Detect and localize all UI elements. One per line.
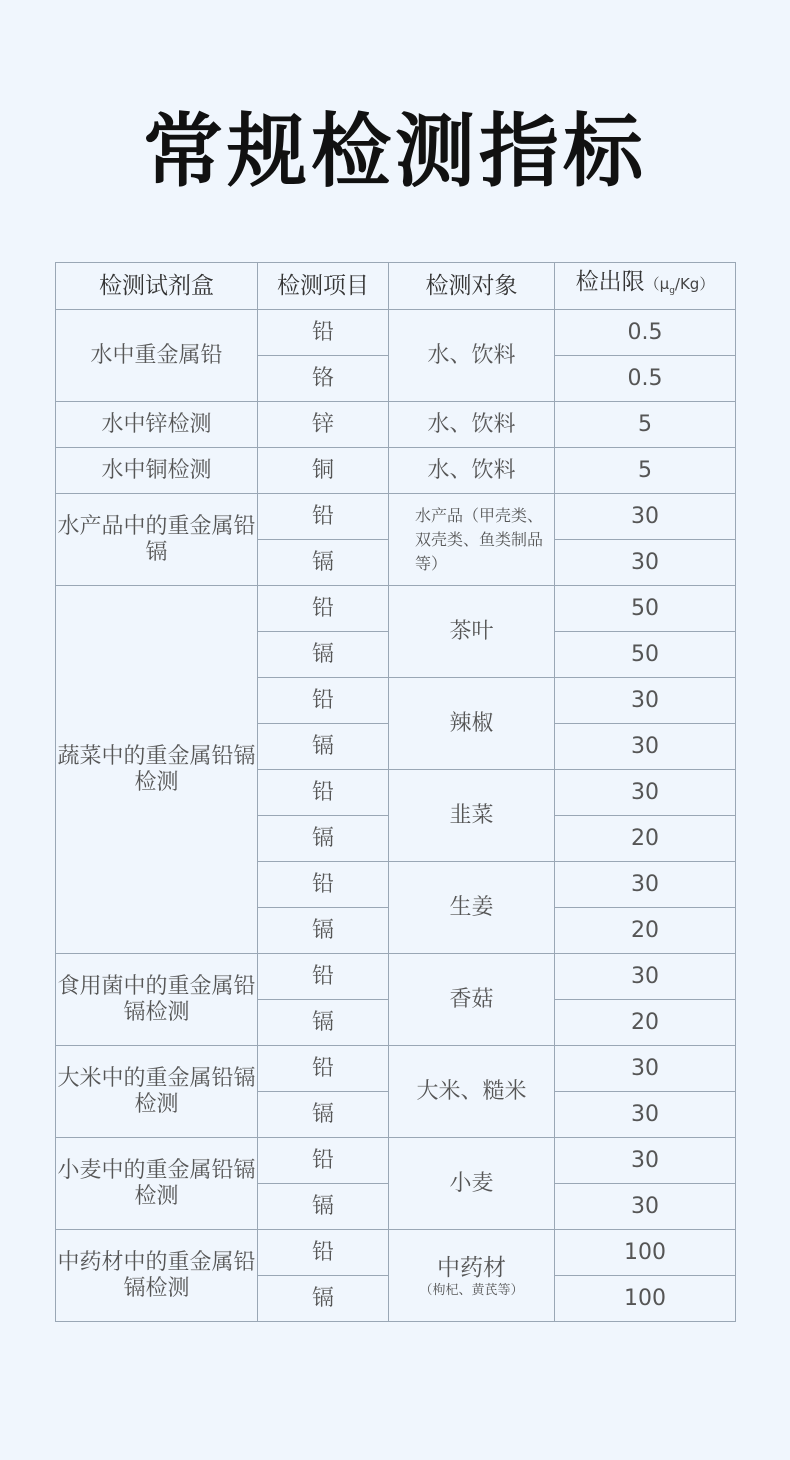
item-cell: 铅: [258, 770, 389, 816]
kit-cell: 食用菌中的重金属铅镉检测: [56, 954, 258, 1046]
item-cell: 镉: [258, 540, 389, 586]
item-cell: 镉: [258, 1184, 389, 1230]
table-row: [56, 586, 736, 632]
header-limit-label: 检出限: [575, 268, 645, 295]
object-text: 水产品（甲壳类、双壳类、鱼类制品等）: [415, 505, 544, 573]
kit-cell: 水产品中的重金属铅镉: [56, 494, 258, 586]
item-cell: 铅: [258, 1138, 389, 1184]
limit-cell: 30: [555, 678, 736, 724]
item-cell: 镉: [258, 908, 389, 954]
limit-cell: 5: [555, 402, 736, 448]
table-row: [56, 494, 736, 540]
item-cell: 铅: [258, 678, 389, 724]
object-cell: 辣椒: [389, 678, 555, 770]
limit-cell: 30: [555, 1046, 736, 1092]
limit-cell: 5: [555, 448, 736, 494]
kit-cell: 水中锌检测: [56, 402, 258, 448]
object-cell: [389, 494, 555, 586]
kit-cell: 蔬菜中的重金属铅镉检测: [56, 586, 258, 954]
table-row: [56, 402, 736, 448]
object-note: （枸杞、黄芪等）: [419, 1282, 524, 1298]
limit-cell: 30: [555, 494, 736, 540]
item-cell: 铜: [258, 448, 389, 494]
object-cell: 水、饮料: [389, 448, 555, 494]
item-cell: 镉: [258, 1276, 389, 1322]
item-cell: 镉: [258, 1092, 389, 1138]
header-limit-unit: $(\mu_g/Kg)$: [644, 274, 715, 296]
table-row: [56, 1138, 736, 1184]
kit-cell: 大米中的重金属铅镉检测: [56, 1046, 258, 1138]
object-cell: 生姜: [389, 862, 555, 954]
kit-cell: 水中重金属铅: [56, 310, 258, 402]
object-cell: 水、饮料: [389, 310, 555, 402]
header-limit: [555, 263, 736, 310]
item-cell: 锌: [258, 402, 389, 448]
item-cell: 镉: [258, 1000, 389, 1046]
table-row: [56, 448, 736, 494]
limit-cell: 30: [555, 724, 736, 770]
detection-table: [55, 262, 736, 1322]
limit-cell: 50: [555, 586, 736, 632]
table-header-row: [56, 263, 736, 310]
table-row: [56, 1046, 736, 1092]
limit-cell: 30: [555, 540, 736, 586]
object-cell: 小麦: [389, 1138, 555, 1230]
item-cell: 铅: [258, 310, 389, 356]
object-text: 中药材: [437, 1254, 506, 1281]
item-cell: 铅: [258, 862, 389, 908]
limit-cell: 30: [555, 1138, 736, 1184]
limit-cell: 30: [555, 862, 736, 908]
limit-cell: 30: [555, 954, 736, 1000]
limit-cell: 20: [555, 816, 736, 862]
object-cell: 茶叶: [389, 586, 555, 678]
object-cell: 香菇: [389, 954, 555, 1046]
limit-cell: 100: [555, 1276, 736, 1322]
kit-cell: 小麦中的重金属铅镉检测: [56, 1138, 258, 1230]
item-cell: 铅: [258, 954, 389, 1000]
item-cell: 镉: [258, 816, 389, 862]
limit-cell: 0.5: [555, 356, 736, 402]
limit-cell: 20: [555, 908, 736, 954]
item-cell: 镉: [258, 724, 389, 770]
table-row: [56, 954, 736, 1000]
object-cell: [389, 1230, 555, 1322]
item-cell: 铅: [258, 586, 389, 632]
item-cell: 镉: [258, 632, 389, 678]
item-cell: 铅: [258, 1046, 389, 1092]
limit-cell: 100: [555, 1230, 736, 1276]
object-cell: 韭菜: [389, 770, 555, 862]
item-cell: 铬: [258, 356, 389, 402]
header-object: 检测对象: [389, 263, 555, 310]
kit-cell: 中药材中的重金属铅镉检测: [56, 1230, 258, 1322]
limit-cell: 20: [555, 1000, 736, 1046]
limit-cell: 30: [555, 1092, 736, 1138]
limit-cell: 30: [555, 770, 736, 816]
header-item: 检测项目: [258, 263, 389, 310]
table-row: [56, 1230, 736, 1276]
object-cell: 大米、糙米: [389, 1046, 555, 1138]
limit-cell: 30: [555, 1184, 736, 1230]
item-cell: 铅: [258, 494, 389, 540]
limit-cell: 50: [555, 632, 736, 678]
page-title: 常规检测指标: [143, 104, 647, 198]
item-cell: 铅: [258, 1230, 389, 1276]
limit-cell: 0.5: [555, 310, 736, 356]
table-row: [56, 310, 736, 356]
header-kit: 检测试剂盒: [56, 263, 258, 310]
object-cell: 水、饮料: [389, 402, 555, 448]
kit-cell: 水中铜检测: [56, 448, 258, 494]
